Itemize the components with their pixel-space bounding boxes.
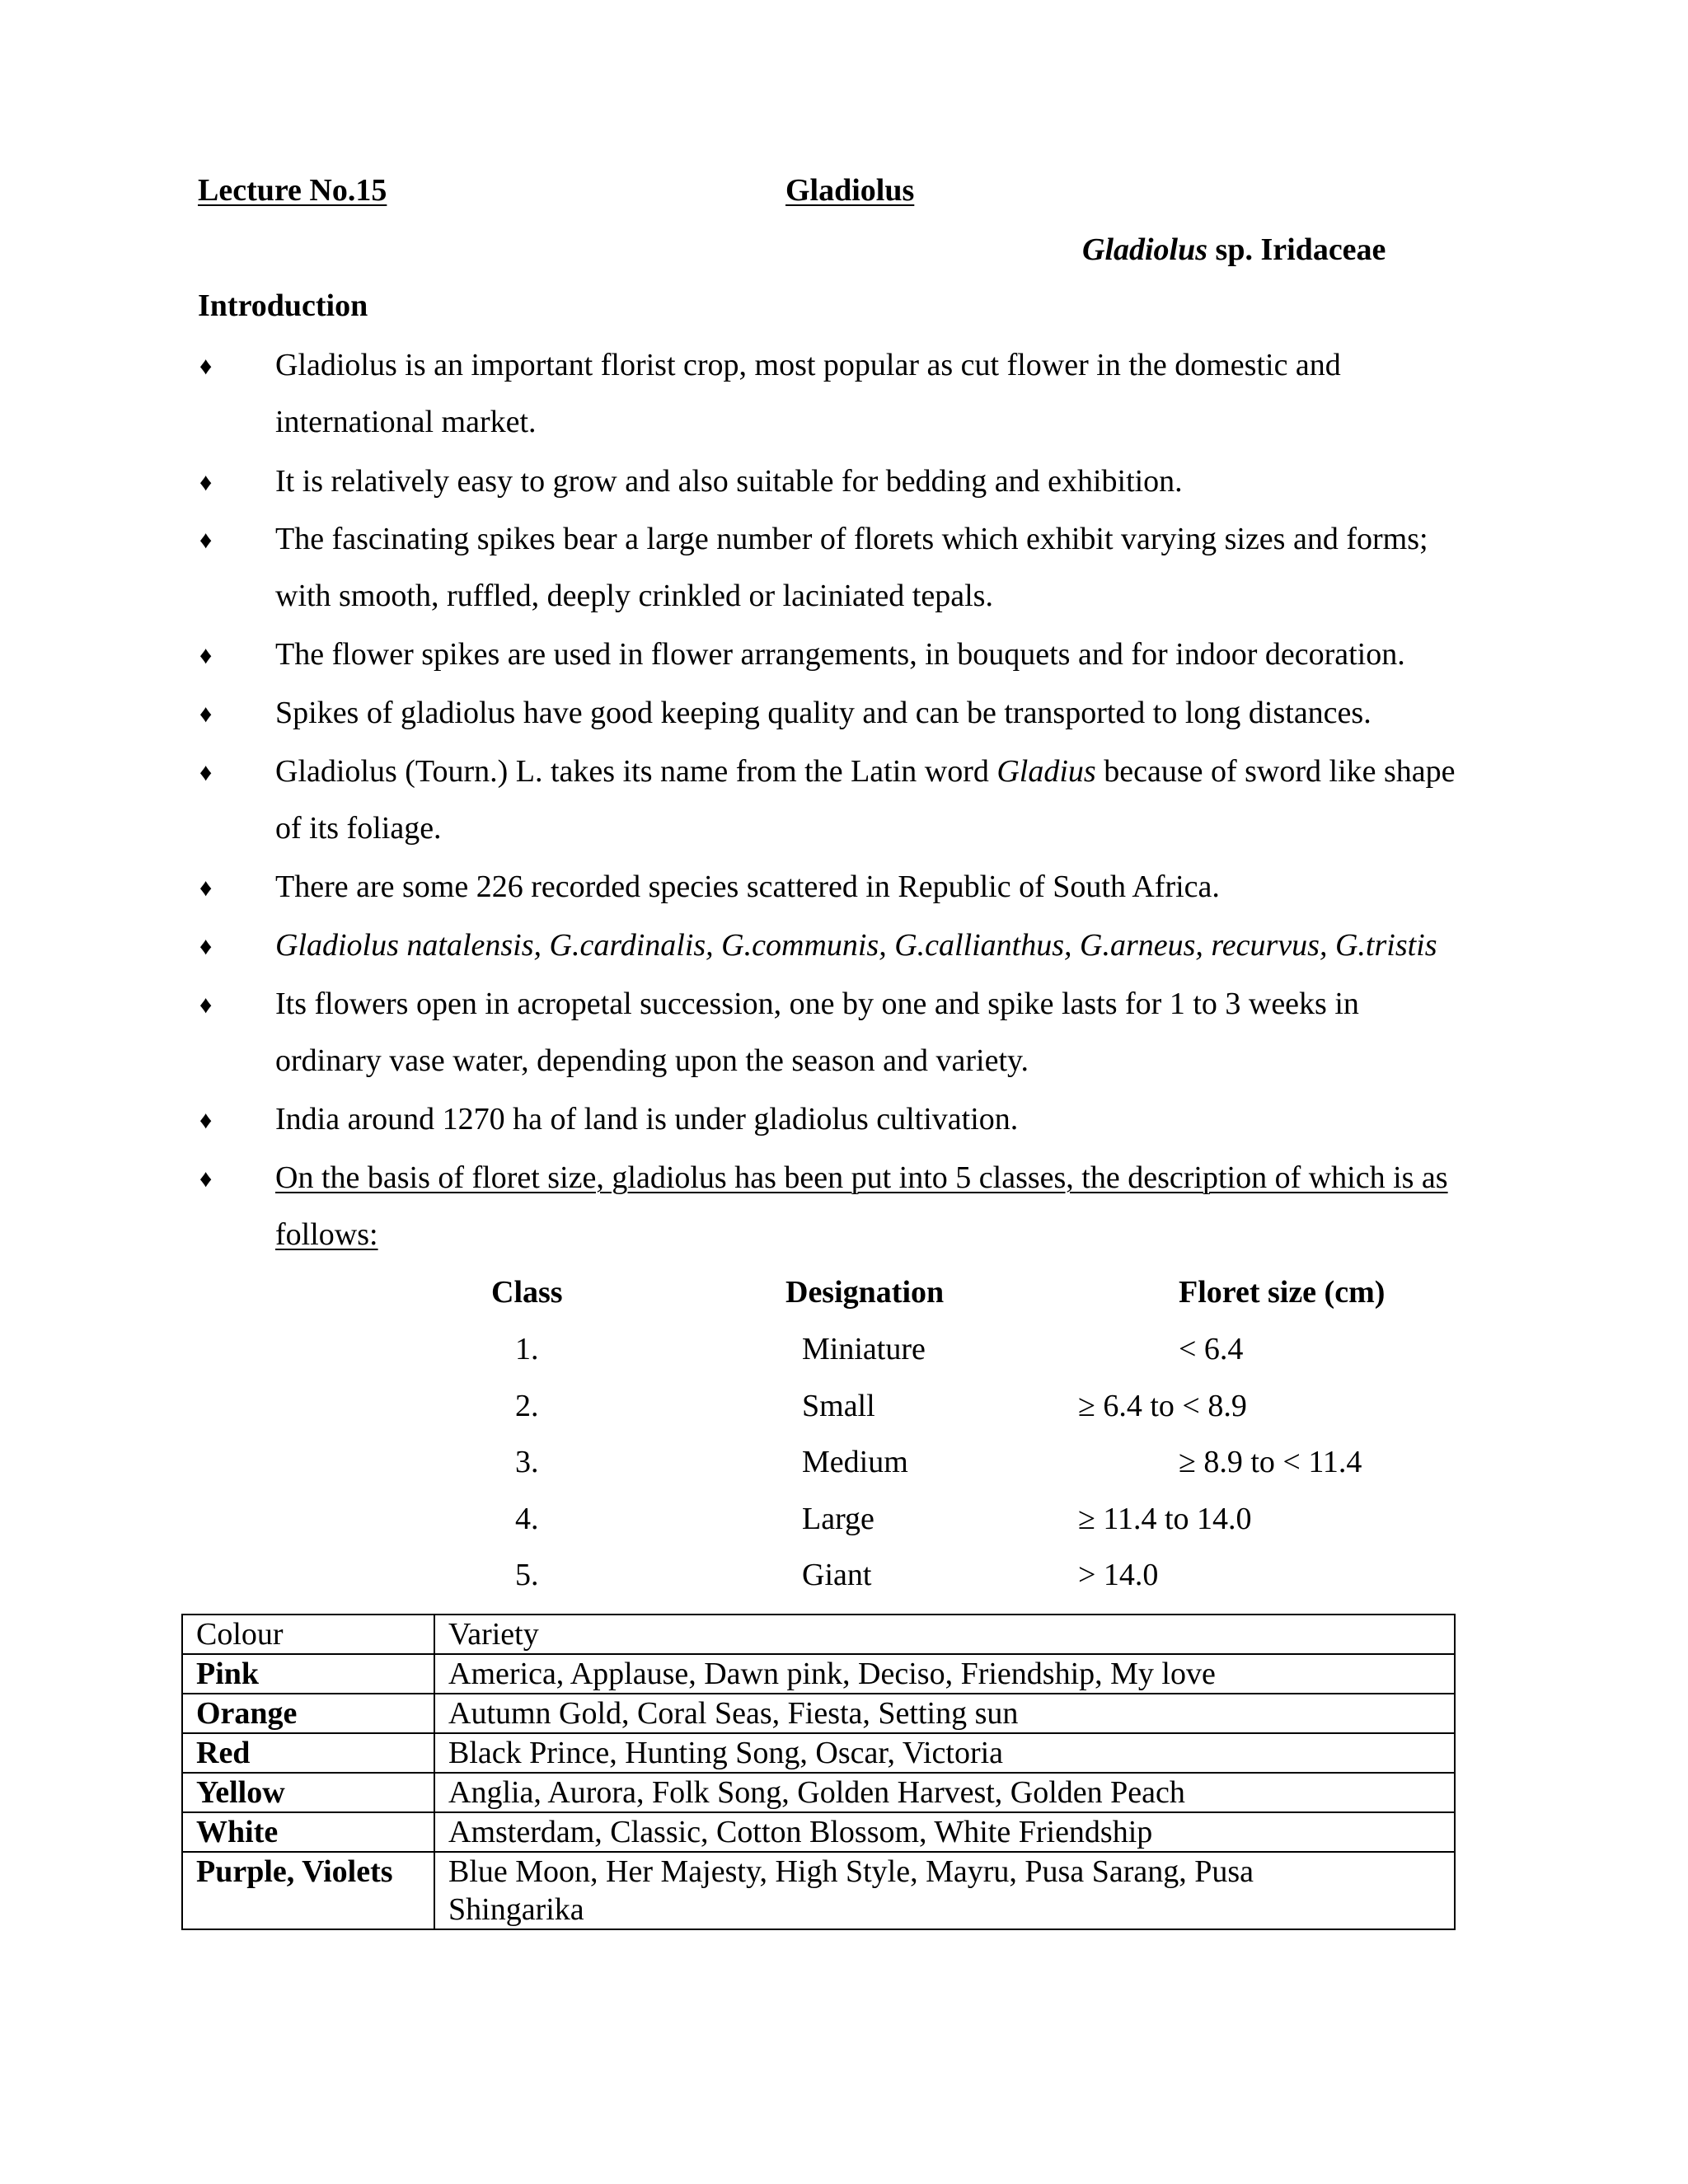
lecture-number: Lecture No.15 xyxy=(198,173,387,208)
section-heading: Introduction xyxy=(198,288,368,323)
bullet-icon: ♦ xyxy=(199,874,213,902)
bullet-icon: ♦ xyxy=(199,1107,213,1134)
colour-cell: Orange xyxy=(182,1694,434,1733)
floret-size-header: Floret size (cm) xyxy=(1179,1275,1386,1310)
colour-cell: Red xyxy=(182,1733,434,1773)
floret-size-cell: ≥ 11.4 to 14.0 xyxy=(1078,1502,1252,1536)
class-header: Class xyxy=(491,1275,563,1310)
bullet-9-line-1: Its flowers open in acropetal succession, one by one and spike lasts for 1 to 3 weeks in xyxy=(275,987,1359,1021)
bullet-4: The flower spikes are used in flower arrangements, in bouquets and for indoor decoration. xyxy=(275,637,1405,672)
variety-cell: Amsterdam, Classic, Cotton Blossom, White Friendship xyxy=(434,1812,1455,1852)
table-row xyxy=(182,1773,1455,1812)
bullet-icon: ♦ xyxy=(199,759,213,786)
bullet-2: It is relatively easy to grow and also suitable for bedding and exhibition. xyxy=(275,464,1183,499)
bullet-5: Spikes of gladiolus have good keeping quality and can be transported to long distances. xyxy=(275,696,1372,730)
bullet-3-line-2: with smooth, ruffled, deeply crinkled or laciniated tepals. xyxy=(275,579,993,613)
bullet-11-line-2: follows: xyxy=(275,1217,378,1252)
floret-size-cell: ≥ 8.9 to < 11.4 xyxy=(1179,1445,1362,1479)
bullet-1-line-1: Gladiolus is an important florist crop, most popular as cut flower in the domestic and xyxy=(275,348,1341,382)
table-row xyxy=(182,1733,1455,1773)
page-title: Gladiolus xyxy=(785,173,915,208)
designation-cell: Medium xyxy=(802,1445,908,1479)
designation-header: Designation xyxy=(785,1275,945,1310)
variety-cell: America, Applause, Dawn pink, Deciso, Friendship, My love xyxy=(434,1654,1455,1694)
designation-cell: Giant xyxy=(802,1558,872,1592)
bullet-icon: ♦ xyxy=(199,353,213,380)
bullet-3-line-1: The fascinating spikes bear a large number of florets which exhibit varying sizes and forms; xyxy=(275,522,1428,556)
bullet-icon: ♦ xyxy=(199,933,213,960)
floret-size-cell: ≥ 6.4 to < 8.9 xyxy=(1078,1389,1247,1423)
colour-header: Colour xyxy=(182,1615,434,1654)
class-number: 3. xyxy=(515,1445,539,1479)
class-number: 1. xyxy=(515,1332,539,1366)
bullet-6-line-2: of its foliage. xyxy=(275,811,442,846)
variety-table xyxy=(181,1614,1456,1930)
bullet-8-species-list: Gladiolus natalensis, G.cardinalis, G.communis, G.callianthus, G.arneus, recurvus, G.tristis xyxy=(275,928,1437,963)
class-number: 4. xyxy=(515,1502,539,1536)
table-row xyxy=(182,1654,1455,1694)
colour-cell: Purple, Violets xyxy=(182,1852,434,1929)
designation-cell: Small xyxy=(802,1389,875,1423)
bullet-9-line-2: ordinary vase water, depending upon the season and variety. xyxy=(275,1043,1029,1078)
bullet-6-text-italic: Gladius xyxy=(996,754,1096,789)
designation-cell: Large xyxy=(802,1502,874,1536)
bullet-1-line-2: international market. xyxy=(275,405,537,439)
bullet-6-text-post: because of sword like shape xyxy=(1095,754,1456,789)
bullet-6-text-pre: Gladiolus (Tourn.) L. takes its name from the Latin word xyxy=(275,754,997,789)
table-header-row xyxy=(182,1615,1455,1654)
bullet-icon: ♦ xyxy=(199,527,213,554)
table-row xyxy=(182,1812,1455,1852)
bullet-icon: ♦ xyxy=(199,701,213,728)
table-row xyxy=(182,1694,1455,1733)
bullet-icon: ♦ xyxy=(199,469,213,496)
bullet-icon: ♦ xyxy=(199,642,213,669)
class-number: 5. xyxy=(515,1558,539,1592)
variety-header: Variety xyxy=(434,1615,1455,1654)
bullet-11-line-1: On the basis of floret size, gladiolus has been put into 5 classes, the description of which is as xyxy=(275,1160,1448,1195)
bullet-icon: ♦ xyxy=(199,1165,213,1193)
colour-cell: Yellow xyxy=(182,1773,434,1812)
variety-cell: Anglia, Aurora, Folk Song, Golden Harvest, Golden Peach xyxy=(434,1773,1455,1812)
designation-cell: Miniature xyxy=(802,1332,926,1366)
floret-size-cell: < 6.4 xyxy=(1179,1332,1244,1366)
variety-cell: Autumn Gold, Coral Seas, Fiesta, Setting sun xyxy=(434,1694,1455,1733)
bullet-icon: ♦ xyxy=(199,991,213,1019)
species-genus: Gladiolus xyxy=(1082,232,1208,267)
variety-cell: Black Prince, Hunting Song, Oscar, Victoria xyxy=(434,1733,1455,1773)
species-line xyxy=(1082,231,1386,269)
bullet-10: India around 1270 ha of land is under gladiolus cultivation. xyxy=(275,1102,1019,1137)
colour-cell: Pink xyxy=(182,1654,434,1694)
bullet-7: There are some 226 recorded species scattered in Republic of South Africa. xyxy=(275,869,1220,904)
table-row xyxy=(182,1852,1455,1929)
species-family: sp. Iridaceae xyxy=(1207,232,1386,267)
floret-size-cell: > 14.0 xyxy=(1078,1558,1159,1592)
bullet-6-line-1 xyxy=(275,752,1456,790)
colour-cell: White xyxy=(182,1812,434,1852)
class-number: 2. xyxy=(515,1389,539,1423)
variety-cell: Blue Moon, Her Majesty, High Style, Mayru, Pusa Sarang, Pusa Shingarika xyxy=(434,1852,1455,1929)
